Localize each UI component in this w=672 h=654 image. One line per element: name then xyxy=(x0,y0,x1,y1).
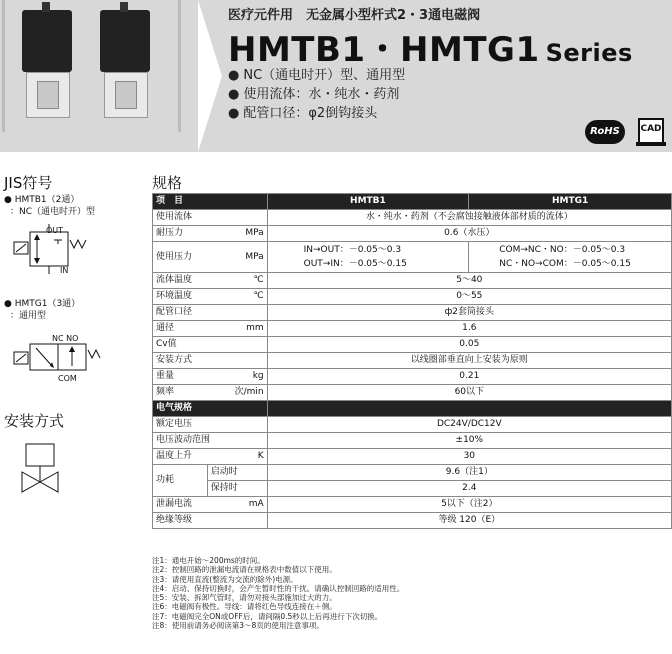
row-label: 电压波动范围 xyxy=(153,433,268,449)
row-value: DC24V/DC12V xyxy=(267,417,671,433)
elec-section-fill xyxy=(267,401,671,417)
footnote: 注3：请使用直流(整流为交流的除外)电源。 xyxy=(152,574,298,584)
elec-section-row xyxy=(153,401,672,417)
rohs-badge-icon: RoHS xyxy=(585,120,625,144)
footnote-list xyxy=(152,556,404,630)
row-label: 使用流体 xyxy=(153,210,268,226)
jis-symbol-title: JIS符号 xyxy=(4,174,53,192)
table-row xyxy=(153,273,672,289)
feature-item: ● 使用流体：水・纯水・药剂 xyxy=(228,85,405,104)
mounting-title: 安装方式 xyxy=(4,412,65,430)
product-header xyxy=(0,0,672,152)
hmtb1-in-label: IN xyxy=(60,266,69,275)
row-value: ±10% xyxy=(267,433,671,449)
table-row xyxy=(153,369,672,385)
table-row xyxy=(153,433,672,449)
hmtb1-out-label: OUT xyxy=(46,226,64,235)
footnote: 注2：控制回路的泄漏电流请在规格表中数值以下使用。 xyxy=(152,565,337,575)
row-label: 重量 kg xyxy=(153,369,268,385)
row-value: 5～40 xyxy=(267,273,671,289)
header-arrow xyxy=(198,0,222,152)
product-photo-hmtb1 xyxy=(18,10,80,118)
elec-section-title: 电气规格 xyxy=(153,401,268,417)
table-row xyxy=(153,513,672,529)
footnote: 注1：通电开始～200ms的时间。 xyxy=(152,556,265,565)
col-hmtg1: HMTG1 xyxy=(469,194,672,210)
table-row xyxy=(153,385,672,401)
product-model: HMTB1・HMTG1 xyxy=(228,30,540,70)
table-row xyxy=(153,242,672,273)
row-value: 水・纯水・药剂（不会腐蚀接触液体部材质的流体） xyxy=(267,210,671,226)
footnote: 注6：电磁阀有极性。导线：请将红色导线连接在＋侧。 xyxy=(152,602,337,612)
table-row xyxy=(153,353,672,369)
row-label: 功耗 xyxy=(153,465,208,497)
footnote: 注8：使用前请务必阅读第3～8页的使用注意事项。 xyxy=(152,621,324,631)
mounting-diagram-icon xyxy=(20,440,70,502)
photo-frame-right xyxy=(178,0,181,132)
row-value: 30 xyxy=(267,449,671,465)
product-subtitle: 医疗元件用 无金属小型杆式2・3通电磁阀 xyxy=(228,8,481,23)
row-label: 额定电压 xyxy=(153,417,268,433)
feature-item: ● 配管口径：φ2倒钩接头 xyxy=(228,104,405,123)
hmtg1-type-desc: ：通用型 xyxy=(10,311,47,321)
hmtg1-ncno-label: NC NO xyxy=(52,334,79,343)
row-value: 60以下 xyxy=(267,385,671,401)
row-label: 泄漏电流 mA xyxy=(153,497,268,513)
col-hmtb1: HMTB1 xyxy=(267,194,469,210)
feature-item: ● NC（通电时开）型、通用型 xyxy=(228,66,405,85)
table-row xyxy=(153,497,672,513)
row-label: 安装方式 xyxy=(153,353,268,369)
row-value: 9.6（注1） xyxy=(267,465,671,481)
hmtb1-type-desc: ：NC（通电时开）型 xyxy=(10,207,96,217)
hmtb1-type-label: ● HMTB1（2通） xyxy=(4,195,80,205)
table-row xyxy=(153,465,672,481)
table-row xyxy=(153,337,672,353)
row-label: 频率 次/min xyxy=(153,385,268,401)
cad-icon: CAD xyxy=(638,118,664,144)
row-label: 配管口径 xyxy=(153,305,268,321)
row-label: Cv值 xyxy=(153,337,268,353)
table-row xyxy=(153,289,672,305)
footnote: 注4：启动、保持切换时，会产生暂时性的干扰。请确认控制回路的适用性。 xyxy=(152,583,405,593)
product-photo-hmtg1 xyxy=(96,10,158,118)
col-item: 项 目 xyxy=(153,194,268,210)
row-value: 0.05 xyxy=(267,337,671,353)
row-label: 温度上升 K xyxy=(153,449,268,465)
row-value-hmtb1: IN→OUT：－0.05～0.3 OUT→IN：－0.05～0.15 xyxy=(267,242,469,273)
row-label: 流体温度 ℃ xyxy=(153,273,268,289)
table-row xyxy=(153,417,672,433)
row-value-hmtg1: COM→NC・NO：－0.05～0.3 NC・NO→COM：－0.05～0.15 xyxy=(469,242,672,273)
row-value: 1.6 xyxy=(267,321,671,337)
footnote: 注5：安装、拆卸气管时，请勿对接头部施加过大的力。 xyxy=(152,593,337,603)
feature-list xyxy=(228,66,405,123)
photo-frame-left xyxy=(2,0,5,132)
product-series: Series xyxy=(545,39,633,67)
row-value: 0.21 xyxy=(267,369,671,385)
table-row xyxy=(153,481,672,497)
row-value: 5以下（注2） xyxy=(267,497,671,513)
row-sublabel: 启动时 xyxy=(207,465,267,481)
row-value: 以线圈部垂直向上安装为原则 xyxy=(267,353,671,369)
row-sublabel: 保持时 xyxy=(207,481,267,497)
spec-table xyxy=(152,193,672,529)
hmtg1-com-label: COM xyxy=(58,374,77,383)
row-label: 绝缘等级 xyxy=(153,513,268,529)
spec-title: 规格 xyxy=(152,174,183,192)
hmtg1-type-label: ● HMTG1（3通） xyxy=(4,299,81,309)
row-value: 0～55 xyxy=(267,289,671,305)
table-row xyxy=(153,321,672,337)
table-row xyxy=(153,449,672,465)
table-row xyxy=(153,210,672,226)
row-label: 环境温度 ℃ xyxy=(153,289,268,305)
footnote: 注7：电磁阀完全ON或OFF后，请间隔0.5秒以上后再进行下次切换。 xyxy=(152,611,383,621)
row-label: 耐压力 MPa xyxy=(153,226,268,242)
table-row xyxy=(153,305,672,321)
row-value: 0.6（水压） xyxy=(267,226,671,242)
row-label: 通径 mm xyxy=(153,321,268,337)
row-value: ф2套筒接头 xyxy=(267,305,671,321)
product-title xyxy=(228,22,633,71)
row-value: 2.4 xyxy=(267,481,671,497)
row-label: 使用压力 MPa xyxy=(153,242,268,273)
table-row xyxy=(153,226,672,242)
row-value: 等级 120（E） xyxy=(267,513,671,529)
hmtg1-jis-symbol-icon xyxy=(10,342,102,378)
